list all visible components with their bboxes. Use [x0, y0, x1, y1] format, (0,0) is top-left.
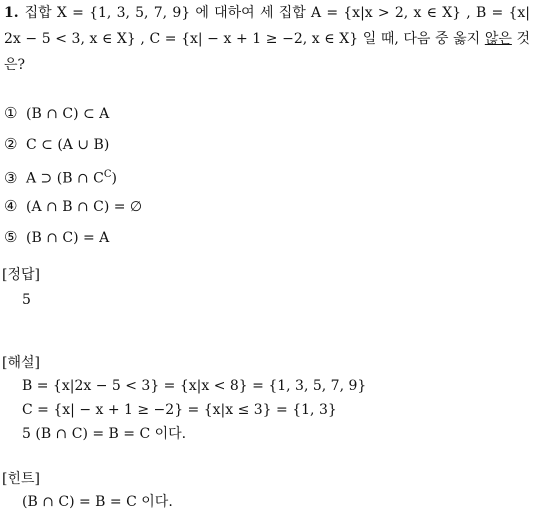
problem-text: 집합 X = {1, 3, 5, 7, 9} 에 대하여 세 집합 A = {x|x > 2, x ∈ X} , B = {x| 2x − 5 < 3, x ∈ X} , C = {x| − x + 1 ≥ −2, x ∈ X} 일 때, 다음 중 옳지: [4, 5, 530, 47]
choice-text: (B ∩ C) ⊂ A: [26, 106, 110, 122]
choice-text: (A ∩ B ∩ C) = ∅: [26, 199, 143, 215]
solution-line: 5 (B ∩ C) = B = C 이다.: [22, 426, 187, 442]
problem-text-end: 것은?: [4, 31, 530, 73]
solution-line: C = {x| − x + 1 ≥ −2} = {x|x ≤ 3} = {1, 3}: [22, 402, 337, 418]
choice-text: A ⊃ (B ∩ C: [26, 170, 104, 187]
answer-section: [2, 264, 522, 312]
choice-marker: ②: [4, 135, 18, 153]
choice-text-after: ): [111, 170, 117, 187]
problem-underlined-text: 않은: [484, 31, 512, 47]
choice-3: [4, 164, 524, 195]
complement-superscript: C: [103, 169, 112, 180]
choice-text: C ⊂ (A ∪ B): [26, 137, 110, 153]
solution-line: B = {x|2x − 5 < 3} = {x|x < 8} = {1, 3, 5, 7, 9}: [22, 378, 367, 394]
choice-marker: ①: [4, 104, 18, 122]
problem-number: 1.: [4, 5, 19, 21]
choice-marker: ⑤: [4, 228, 18, 246]
hint-label: [힌트]: [2, 471, 40, 487]
problem-statement: [4, 0, 530, 78]
hint-section: [2, 468, 522, 514]
choice-1: [4, 102, 524, 133]
choice-2: [4, 133, 524, 164]
choice-marker: ③: [4, 168, 18, 187]
choice-5: [4, 226, 524, 257]
answer-label: [정답]: [2, 267, 40, 283]
solution-label: [해설]: [2, 355, 40, 371]
choice-list: [4, 102, 524, 257]
hint-line: (B ∩ C) = B = C 이다.: [22, 494, 173, 510]
choice-text: (B ∩ C) = A: [26, 230, 110, 246]
choice-marker: ④: [4, 197, 18, 215]
choice-4: [4, 195, 524, 226]
solution-section: [2, 352, 522, 446]
answer-value: 5: [22, 292, 31, 308]
